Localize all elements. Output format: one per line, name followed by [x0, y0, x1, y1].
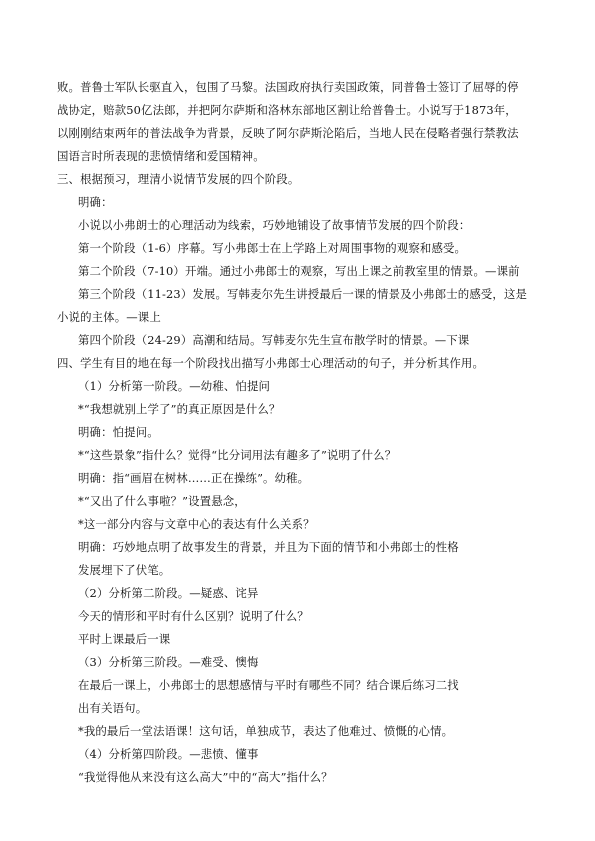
question-line: 在最后一课上，小弗郎士的思想感情与平时有哪些不同？结合课后练习二找: [78, 678, 459, 692]
body-text-line: 战协定，赔款50亿法郎，并把阿尔萨斯和洛林东部地区割让给普鲁士。小说写于1873年，: [57, 103, 517, 117]
answer-label: 明确：: [78, 195, 113, 209]
answer-line: 明确：巧妙地点明了故事发生的背景，并且为下面的情节和小弗郎士的性格: [78, 540, 459, 554]
subsection-heading: （3）分析第三阶段。—难受、懊悔: [78, 655, 259, 669]
question-line: *这一部分内容与文章中心的表达有什么关系？: [78, 517, 315, 531]
body-text-line: 以刚刚结束两年的普法战争为背景，反映了阿尔萨斯沦陷后，当地人民在侵略者强行禁教法: [57, 126, 519, 140]
body-text-line: 小说以小弗朗士的心理活动为线索，巧妙地铺设了故事情节发展的四个阶段：: [78, 218, 471, 232]
subsection-heading: （2）分析第二阶段。—疑惑、诧异: [78, 586, 259, 600]
answer-line: 平时上课最后一课: [78, 632, 171, 646]
body-text-line: 国语言时所表现的悲愤情绪和爱国精神。: [57, 149, 265, 163]
body-text-line: 小说的主体。—课上: [57, 310, 161, 324]
question-line: 今天的情形和平时有什么区别？说明了什么？: [78, 609, 309, 623]
question-line: *“这些景象”指什么？觉得“比分词用法有趣多了”说明了什么？: [78, 448, 397, 462]
stage-line: 第一个阶段（1-6）序幕。写小弗郎士在上学路上对周围事物的观察和感受。: [78, 241, 467, 255]
body-text-line: 败。普鲁士军队长驱直入，包围了马黎。法国政府执行卖国政策，同普鲁士签订了屈辱的停: [57, 80, 519, 94]
section-heading: 四、学生有目的地在每一个阶段找出描写小弗郎士心理活动的句子，并分析其作用。: [57, 356, 485, 370]
section-heading: 三、根据预习，理清小说情节发展的四个阶段。: [57, 172, 300, 186]
answer-line: 发展埋下了伏笔。: [78, 563, 171, 577]
question-line: *我的最后一堂法语课！这句话，单独成节，表达了他难过、愤慨的心情。: [78, 724, 454, 738]
question-line: *“我想就别上学了”的真正原因是什么？: [78, 402, 281, 416]
stage-line: 第二个阶段（7-10）开端。通过小弗郎士的观察，写出上课之前教室里的情景。—课前: [78, 264, 520, 278]
subsection-heading: （4）分析第四阶段。—悲愤、懂事: [78, 747, 259, 761]
subsection-heading: （1）分析第一阶段。—幼稚、怕提问: [78, 379, 271, 393]
stage-line: 第三个阶段（11-23）发展。写韩麦尔先生讲授最后一课的情景及小弗郎士的感受，这是: [78, 287, 528, 301]
question-line: *“又出了什么事啦？”设置悬念，: [78, 494, 246, 508]
answer-line: 明确：怕提问。: [78, 425, 159, 439]
question-line: 出有关语句。: [78, 701, 148, 715]
question-line: “我觉得他从来没有这么高大”中的“高大”指什么？: [78, 770, 333, 784]
stage-line: 第四个阶段（24-29）高潮和结局。写韩麦尔先生宣布散学时的情景。—下课: [78, 333, 470, 347]
answer-line: 明确：指“画眉在树林……正在操练”。幼稚。: [78, 471, 310, 485]
